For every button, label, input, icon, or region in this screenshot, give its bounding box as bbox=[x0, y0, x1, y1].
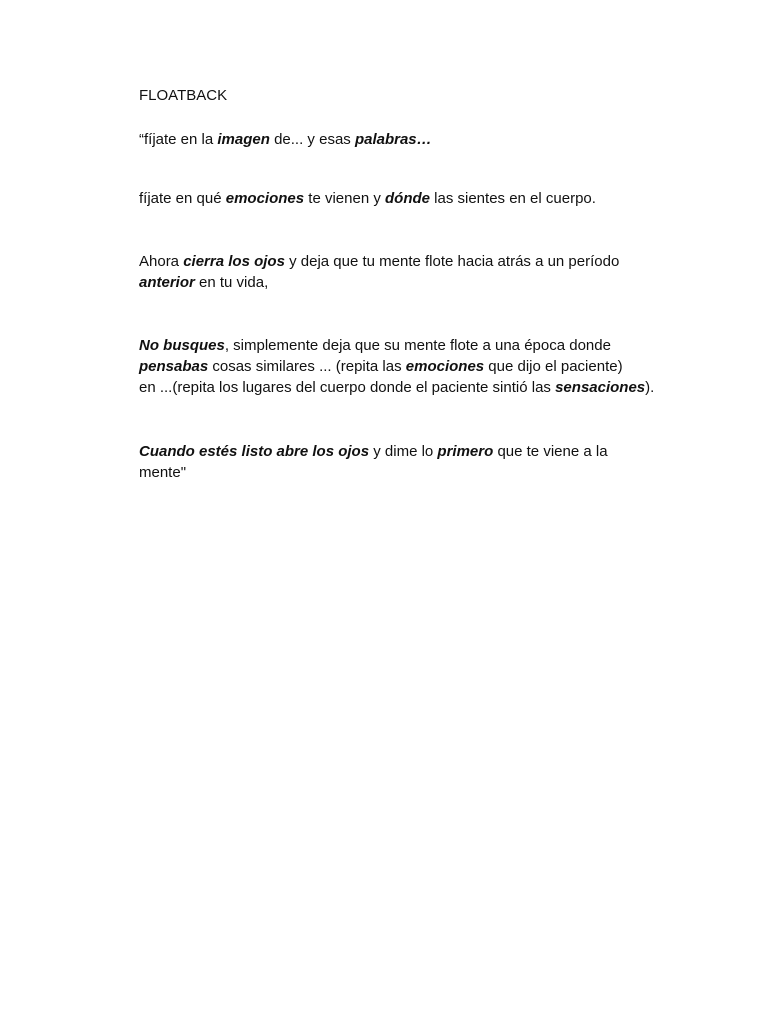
emphasis-text: No busques bbox=[139, 337, 225, 354]
paragraph-close-eyes-line-1 bbox=[139, 251, 619, 272]
text-segment: cosas similares ... (repita las bbox=[208, 358, 406, 375]
text-segment: de... y esas bbox=[269, 131, 355, 148]
emphasis-text: emociones bbox=[225, 190, 305, 207]
text-segment: fíjate en qué bbox=[139, 190, 226, 207]
text-segment: que dijo el paciente) bbox=[484, 358, 623, 375]
paragraph-open-eyes-line-1 bbox=[139, 441, 608, 462]
text-segment: te vienen y bbox=[304, 190, 385, 207]
emphasis-text: Cuando estés listo abre los ojos bbox=[139, 443, 370, 460]
emphasis-text: pensabas bbox=[139, 358, 209, 375]
emphasis-text: anterior bbox=[139, 274, 195, 291]
text-segment: en tu vida, bbox=[194, 274, 269, 291]
document-title: FLOATBACK bbox=[139, 87, 228, 104]
paragraph-image-words bbox=[139, 129, 432, 150]
text-segment: y dime lo bbox=[369, 443, 438, 460]
paragraph-open-eyes-line-2 bbox=[139, 462, 186, 483]
emphasis-text: palabras… bbox=[354, 131, 432, 148]
paragraph-no-search-line-3 bbox=[139, 377, 654, 398]
emphasis-text: imagen bbox=[217, 131, 270, 148]
text-segment: mente" bbox=[139, 464, 187, 481]
text-segment: ). bbox=[645, 379, 655, 396]
emphasis-text: primero bbox=[437, 443, 494, 460]
text-segment: que te viene a la bbox=[493, 443, 608, 460]
emphasis-text: emociones bbox=[405, 358, 485, 375]
text-segment: “fíjate en la bbox=[139, 131, 218, 148]
text-segment: Ahora bbox=[139, 253, 184, 270]
paragraph-emotions bbox=[139, 188, 596, 209]
text-segment: , simplemente deja que su mente flote a una época donde bbox=[224, 337, 611, 354]
paragraph-no-search-line-1 bbox=[139, 335, 611, 356]
emphasis-text: sensaciones bbox=[555, 379, 646, 396]
emphasis-text: cierra los ojos bbox=[183, 253, 285, 270]
paragraph-close-eyes-line-2 bbox=[139, 272, 268, 293]
text-segment: las sientes en el cuerpo. bbox=[430, 190, 596, 207]
text-segment: y deja que tu mente flote hacia atrás a un período bbox=[284, 253, 620, 270]
paragraph-no-search-line-2 bbox=[139, 356, 623, 377]
emphasis-text: dónde bbox=[385, 190, 430, 207]
text-segment: en ...(repita los lugares del cuerpo donde el paciente sintió las bbox=[139, 379, 556, 396]
